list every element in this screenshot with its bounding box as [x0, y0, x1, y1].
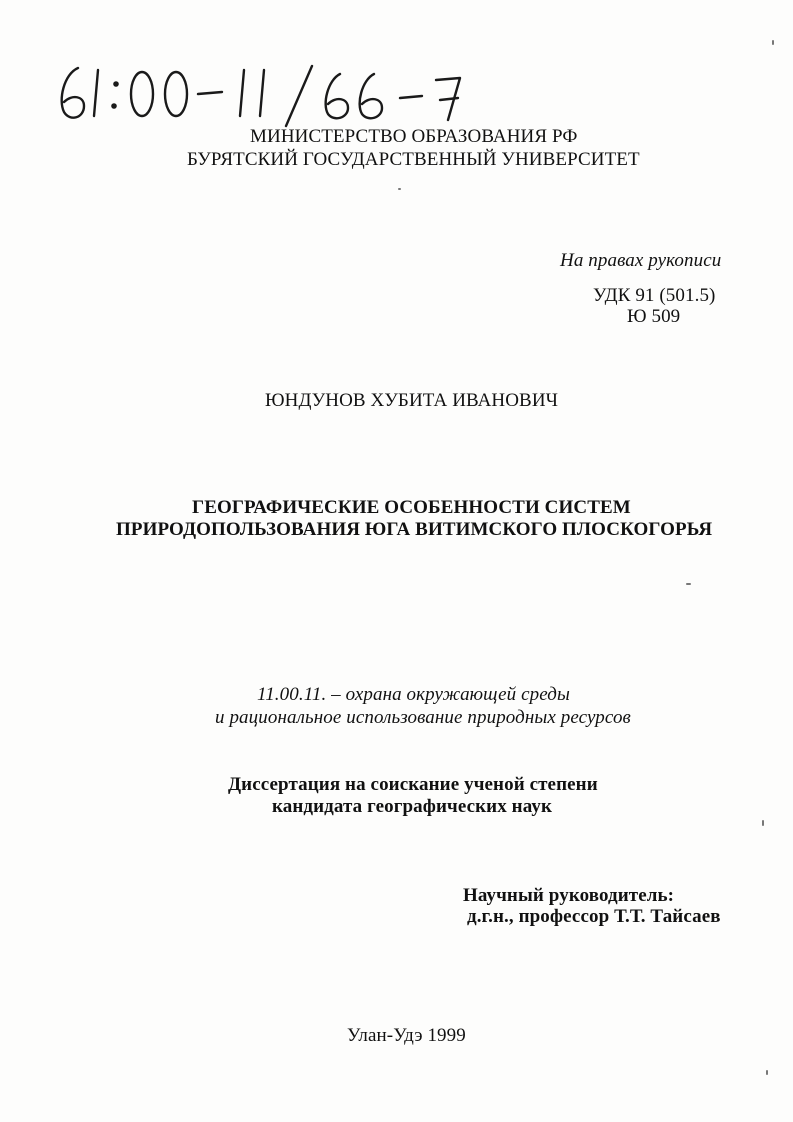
scan-speck [398, 188, 401, 190]
handwritten-code-drawing [50, 60, 470, 130]
scan-speck [762, 820, 764, 826]
udk-code: УДК 91 (501.5) [593, 285, 716, 306]
ministry-heading: МИНИСТЕРСТВО ОБРАЗОВАНИЯ РФ [250, 126, 578, 147]
supervisor-name: д.г.н., профессор Т.Т. Тайсаев [467, 906, 721, 927]
scan-speck [772, 40, 774, 45]
specialty-line-1: 11.00.11. – охрана окружающей среды [257, 684, 570, 705]
supervisor-label: Научный руководитель: [463, 885, 675, 906]
author-name: ЮНДУНОВ ХУБИТА ИВАНОВИЧ [265, 390, 559, 411]
dissertation-title-line-2: ПРИРОДОПОЛЬЗОВАНИЯ ЮГА ВИТИМСКОГО ПЛОСКОГОРЬЯ [116, 519, 713, 540]
university-heading: БУРЯТСКИЙ ГОСУДАРСТВЕННЫЙ УНИВЕРСИТЕТ [187, 149, 640, 170]
library-code: Ю 509 [627, 306, 681, 327]
degree-line-1: Диссертация на соискание ученой степени [228, 774, 598, 795]
scan-speck [686, 583, 691, 585]
manuscript-rights-note: На правах рукописи [560, 250, 722, 271]
dissertation-title-line-1: ГЕОГРАФИЧЕСКИЕ ОСОБЕННОСТИ СИСТЕМ [192, 497, 631, 518]
degree-line-2: кандидата географических наук [272, 796, 552, 817]
handwritten-archive-code [50, 60, 470, 130]
scan-speck [766, 1070, 768, 1075]
specialty-line-2: и рациональное использование природных ресурсов [215, 707, 631, 728]
city-year: Улан-Удэ 1999 [347, 1025, 466, 1046]
